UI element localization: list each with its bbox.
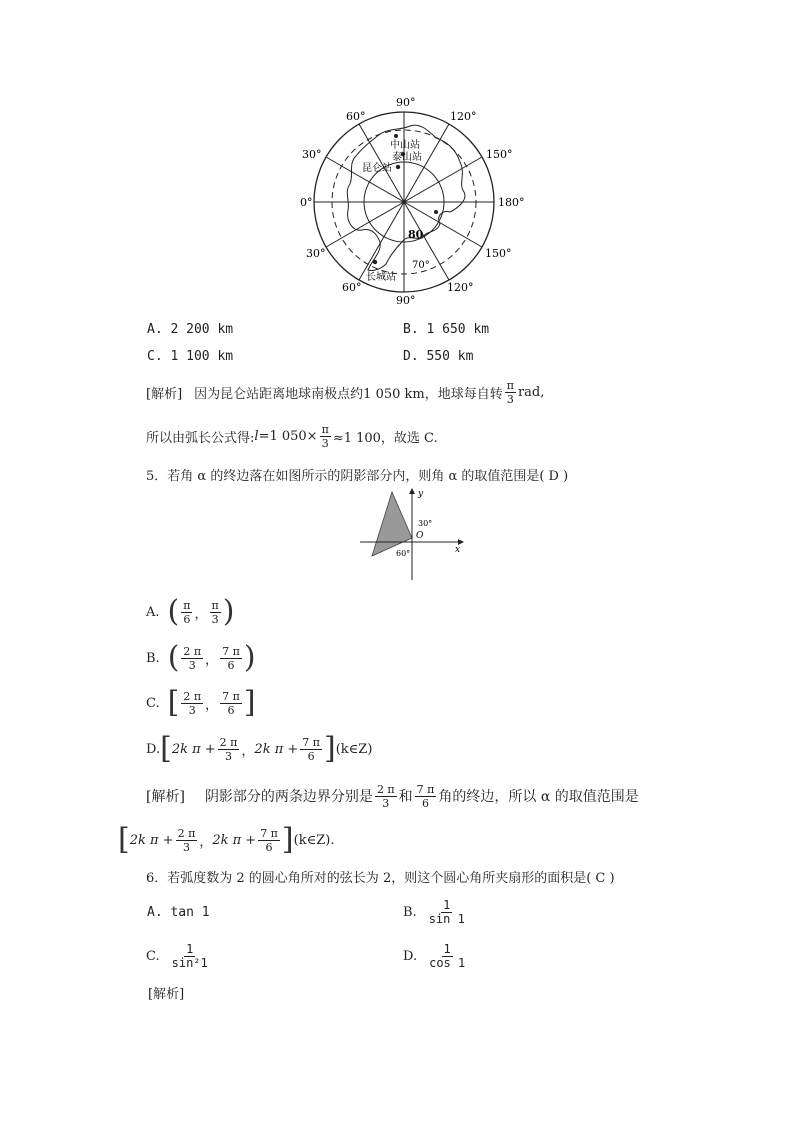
label-90-top: 90°: [396, 96, 416, 109]
q5-analysis-line1: [解析] 阴影部分的两条边界分别是 $\frac{2 \pi}{3}$ 和 $\frac{7 \pi}{6}$ 角的终边，所以 α 的取值范围是: [146, 782, 639, 810]
q4-analysis-line2: [146, 418, 438, 454]
label-150-upper-right: 150°: [486, 148, 513, 161]
analysis-tag: [解析]: [146, 386, 183, 402]
label-30-upper-left: 30°: [302, 148, 322, 161]
label-90-bottom: 90°: [396, 294, 416, 306]
station-kunlun: 昆仑站: [362, 163, 392, 174]
analysis-text-4: =1 050×: [258, 428, 318, 444]
arc-length-var: l: [254, 428, 259, 444]
q5-angle-figure: [358, 486, 464, 582]
extra-dot: [434, 210, 438, 214]
q6-analysis-tag: [解析]: [148, 987, 185, 1002]
q6-option-d: D. $\frac{1}{\cos 1}$: [403, 941, 466, 970]
q4-analysis-line1: [146, 374, 544, 410]
label-0-left: 0°: [300, 196, 313, 209]
y-arrow: [409, 488, 415, 494]
q6-option-a: A. tan 1: [147, 905, 210, 920]
label-150-lower-right: 150°: [485, 247, 512, 260]
changcheng-dot: [373, 260, 377, 264]
zhongshan-dot: [394, 134, 398, 138]
label-120-lower-right: 120°: [447, 281, 474, 294]
q4-option-c: C. 1 100 km: [147, 349, 234, 364]
label-o: O: [416, 531, 424, 541]
q4-option-d: D. 550 km: [403, 349, 474, 364]
station-taishan: 泰山站: [392, 152, 422, 163]
q4-option-a: A. 2 200 km: [147, 322, 234, 337]
polar-map-figure: [290, 92, 530, 306]
label-180-right: 180°: [498, 196, 525, 209]
label-120-upper-right: 120°: [450, 110, 477, 123]
label-60-upper-left: 60°: [346, 110, 366, 123]
label-y: y: [418, 489, 424, 499]
q6-stem: 6．若弧度数为 2 的圆心角所对的弦长为 2，则这个圆心角所夹扇形的面积是( C ): [146, 871, 615, 886]
q5-stem: 5．若角 α 的终边落在如图所示的阴影部分内，则角 α 的取值范围是( D ): [146, 469, 569, 484]
q5-option-a: A. ( $\frac{\pi}{6}$ ， $\frac{\pi}{3}$ ): [146, 594, 235, 629]
station-zhongshan: 中山站: [390, 140, 420, 151]
label-60deg: 60°: [396, 549, 411, 558]
q4-option-b: B. 1 650 km: [403, 322, 490, 337]
q6-option-b: B. $\frac{1}{\sin 1}$: [403, 897, 465, 926]
q5-analysis-line2: [ 2k π + $\frac{2 \pi}{3}$ ， 2k π + $\frac{7 \pi}{6}$ ] (k∈Z).: [118, 822, 335, 857]
q5-option-b: B. ( $\frac{2 \pi}{3}$ ， $\frac{7 \pi}{6}$ ): [146, 640, 256, 675]
q5-option-d: D. [ 2k π + $\frac{2 \pi}{3}$ ， 2k π + $\frac{7 \pi}{6}$ ] (k∈Z): [146, 731, 373, 766]
analysis-text-5: ≈1 100，故选 C.: [332, 430, 438, 446]
station-changcheng: 长城站: [366, 272, 396, 283]
shaded-region: [372, 492, 412, 556]
label-lat-80: 80: [408, 228, 424, 241]
analysis-text: 因为昆仑站距离地球南极点约: [194, 386, 364, 402]
label-x: x: [455, 545, 461, 555]
label-60-lower-left: 60°: [342, 281, 362, 294]
rad-text: rad,: [517, 384, 545, 400]
label-30-lower-left: 30°: [306, 247, 326, 260]
label-lat-70: 70°: [412, 260, 430, 271]
analysis-text-3: 所以由弧长公式得:: [146, 430, 255, 446]
meridian-lines: [314, 112, 494, 292]
q5-option-c: C. [ $\frac{2 \pi}{3}$ ， $\frac{7 \pi}{6}$ ]: [146, 685, 256, 720]
q6-option-c: C. $\frac{1}{\text{sin²1}}$: [146, 941, 208, 970]
pi-over-3-b: $\frac{\pi}{3}$: [321, 422, 329, 450]
pi-over-3: $\frac{\pi}{3}$: [506, 378, 514, 406]
kunlun-dot: [396, 165, 400, 169]
label-30deg: 30°: [418, 519, 433, 528]
analysis-text-2: 1 050 km，地球每自转: [363, 386, 503, 402]
